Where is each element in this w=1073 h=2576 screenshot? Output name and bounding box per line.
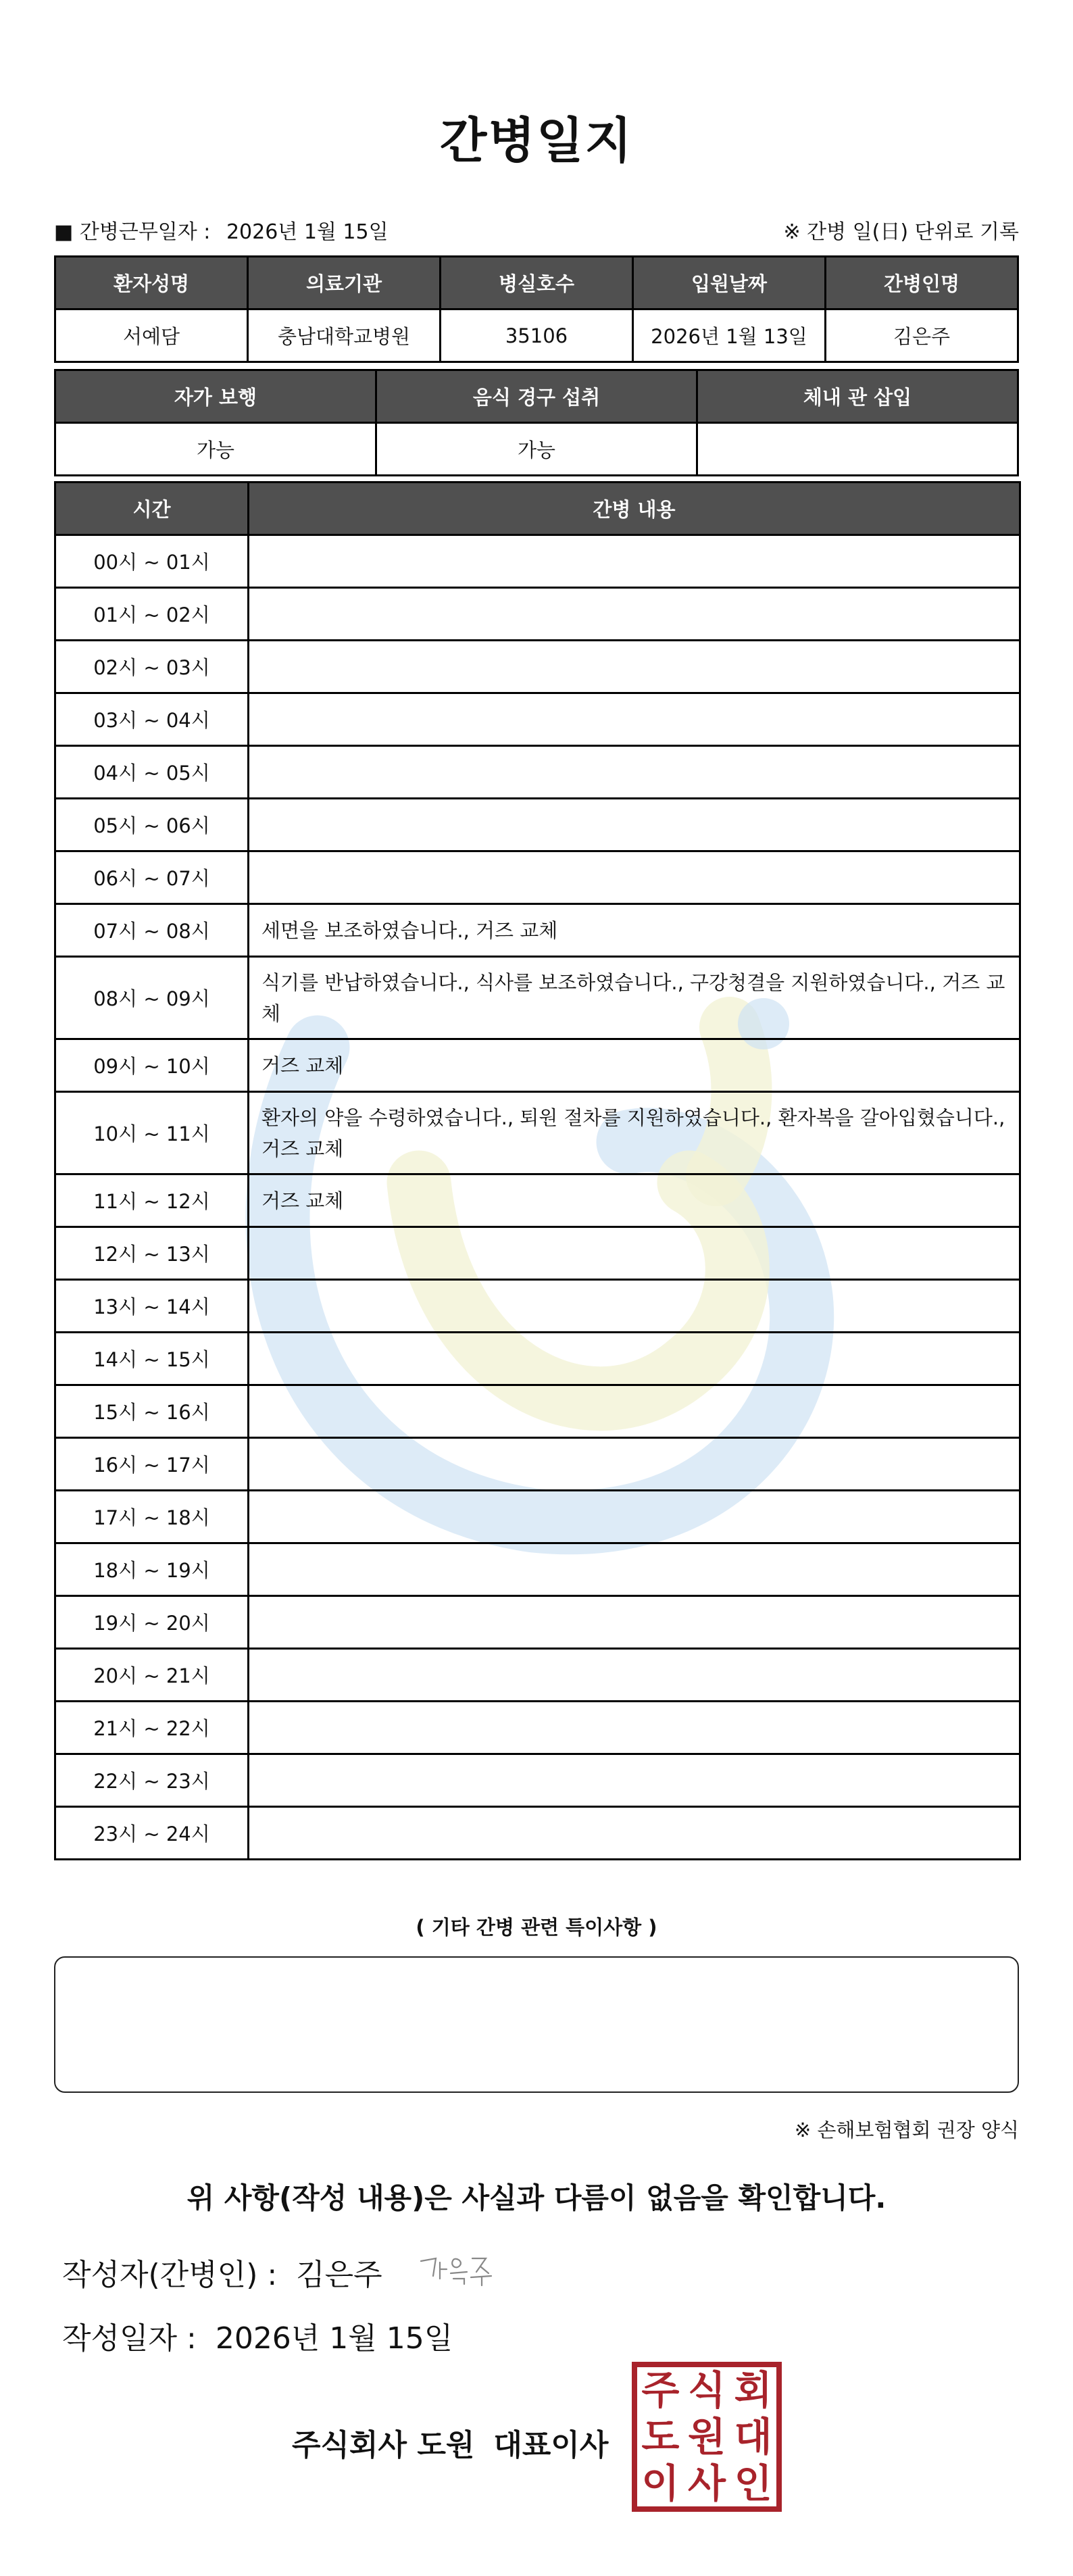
log-time-cell: 01시 ~ 02시 — [55, 588, 249, 641]
header-tube-insertion: 체내 관 삽입 — [697, 370, 1018, 423]
table-row — [55, 1543, 1020, 1596]
log-time-cell: 06시 ~ 07시 — [55, 851, 249, 904]
company-signature — [292, 2421, 608, 2464]
log-note-cell — [249, 1333, 1020, 1385]
company-seal — [632, 2362, 782, 2512]
log-note-cell — [249, 535, 1020, 588]
seal-character: 이 — [641, 2460, 680, 2506]
caregiver-name: 김은주 — [826, 309, 1018, 362]
log-time-cell: 21시 ~ 22시 — [55, 1702, 249, 1754]
log-note-cell — [249, 1227, 1020, 1280]
seal-character: 사 — [687, 2460, 726, 2506]
seal-character: 원 — [687, 2413, 726, 2460]
writer-label: 작성자(간병인) : — [62, 2258, 278, 2292]
header-self-walking: 자가 보행 — [55, 370, 376, 423]
table-row — [55, 1280, 1020, 1333]
log-note-cell — [249, 1702, 1020, 1754]
patient-info-table — [54, 255, 1019, 363]
log-time-cell: 02시 ~ 03시 — [55, 641, 249, 693]
log-time-cell: 22시 ~ 23시 — [55, 1754, 249, 1807]
log-note-cell — [249, 1649, 1020, 1702]
seal-character: 주 — [641, 2367, 680, 2414]
log-time-cell: 08시 ~ 09시 — [55, 957, 249, 1039]
log-time-cell: 11시 ~ 12시 — [55, 1174, 249, 1227]
seal-character: 도 — [641, 2413, 680, 2460]
table-row — [55, 1333, 1020, 1385]
ceo-label: 대표이사 — [493, 2428, 609, 2462]
header-care-content: 간병 내용 — [249, 482, 1020, 535]
log-time-cell: 07시 ~ 08시 — [55, 904, 249, 957]
table-row — [55, 1092, 1020, 1174]
work-date-label: ■ 간병근무일자 : — [54, 220, 211, 244]
table-row — [55, 1039, 1020, 1092]
log-time-cell: 15시 ~ 16시 — [55, 1385, 249, 1438]
log-time-cell: 10시 ~ 11시 — [55, 1092, 249, 1174]
seal-character: 회 — [734, 2367, 772, 2414]
self-walking-value: 가능 — [55, 423, 376, 476]
log-note-cell: 식기를 반납하였습니다., 식사를 보조하였습니다., 구강청결을 지원하였습니다., 거즈 교체 — [249, 957, 1020, 1039]
log-note-cell: 환자의 약을 수령하였습니다., 퇴원 절차를 지원하였습니다., 환자복을 갈아입혔습니다., 거즈 교체 — [249, 1092, 1020, 1174]
page-title: 간병일지 — [439, 112, 634, 169]
table-row — [55, 1596, 1020, 1649]
log-time-cell: 05시 ~ 06시 — [55, 799, 249, 851]
writer-line — [62, 2250, 382, 2294]
log-time-cell: 12시 ~ 13시 — [55, 1227, 249, 1280]
table-row — [55, 1227, 1020, 1280]
log-note-cell: 세면을 보조하였습니다., 거즈 교체 — [249, 904, 1020, 957]
log-time-cell: 17시 ~ 18시 — [55, 1491, 249, 1543]
table-row — [55, 957, 1020, 1039]
log-time-cell: 03시 ~ 04시 — [55, 693, 249, 746]
log-note-cell — [249, 641, 1020, 693]
log-note-cell — [249, 1491, 1020, 1543]
table-row — [55, 746, 1020, 799]
patient-condition-table — [54, 369, 1019, 476]
written-date-label: 작성일자 : — [62, 2321, 197, 2356]
header-hospital: 의료기관 — [248, 257, 441, 309]
header-time: 시간 — [55, 482, 249, 535]
table-row — [55, 904, 1020, 957]
log-note-cell — [249, 1438, 1020, 1491]
table-row — [55, 851, 1020, 904]
table-row — [55, 1385, 1020, 1438]
seal-character: 대 — [734, 2413, 772, 2460]
room-number: 35106 — [441, 309, 633, 362]
hospital: 충남대학교병원 — [248, 309, 441, 362]
patient-name: 서예담 — [55, 309, 248, 362]
oral-intake-value: 가능 — [376, 423, 697, 476]
special-notes-title: ( 기타 간병 관련 특이사항 ) — [416, 1916, 657, 1939]
table-row — [55, 1491, 1020, 1543]
seal-character: 식 — [687, 2367, 726, 2414]
log-note-cell — [249, 588, 1020, 641]
log-time-cell: 23시 ~ 24시 — [55, 1807, 249, 1860]
record-unit-note: ※ 간병 일(日) 단위로 기록 — [783, 220, 1019, 244]
confirmation-statement: 위 사항(작성 내용)은 사실과 다름이 없음을 확인합니다. — [186, 2181, 887, 2214]
table-row — [55, 1174, 1020, 1227]
header-caregiver-name: 간병인명 — [826, 257, 1018, 309]
table-row — [55, 1649, 1020, 1702]
header-room-number: 병실호수 — [441, 257, 633, 309]
log-note-cell — [249, 1807, 1020, 1860]
log-time-cell: 09시 ~ 10시 — [55, 1039, 249, 1092]
table-row — [55, 799, 1020, 851]
header-patient-name: 환자성명 — [55, 257, 248, 309]
log-time-cell: 18시 ~ 19시 — [55, 1543, 249, 1596]
special-notes-box — [54, 1956, 1019, 2093]
log-note-cell — [249, 1596, 1020, 1649]
log-note-cell — [249, 693, 1020, 746]
table-row — [55, 1702, 1020, 1754]
log-note-cell — [249, 746, 1020, 799]
header-oral-intake: 음식 경구 섭취 — [376, 370, 697, 423]
work-date-value: 2026년 1월 15일 — [226, 220, 389, 244]
log-time-cell: 00시 ~ 01시 — [55, 535, 249, 588]
company-name: 주식회사 도원 — [292, 2428, 475, 2462]
log-time-cell: 16시 ~ 17시 — [55, 1438, 249, 1491]
table-row — [55, 693, 1020, 746]
header-admission-date: 입원날짜 — [633, 257, 826, 309]
log-time-cell: 19시 ~ 20시 — [55, 1596, 249, 1649]
admission-date: 2026년 1월 13일 — [633, 309, 826, 362]
writer-name: 김은주 — [296, 2258, 382, 2292]
log-note-cell: 거즈 교체 — [249, 1174, 1020, 1227]
log-time-cell: 20시 ~ 21시 — [55, 1649, 249, 1702]
seal-character: 인 — [734, 2460, 772, 2506]
log-note-cell — [249, 1754, 1020, 1807]
recommendation-note: ※ 손해보험협회 권장 양식 — [794, 2119, 1019, 2141]
log-time-cell: 13시 ~ 14시 — [55, 1280, 249, 1333]
log-note-cell — [249, 799, 1020, 851]
log-time-cell: 04시 ~ 05시 — [55, 746, 249, 799]
table-row — [55, 641, 1020, 693]
log-note-cell — [249, 1280, 1020, 1333]
log-time-cell: 14시 ~ 15시 — [55, 1333, 249, 1385]
log-note-cell — [249, 1543, 1020, 1596]
table-row — [55, 1754, 1020, 1807]
log-note-cell — [249, 851, 1020, 904]
table-row — [55, 588, 1020, 641]
table-row — [55, 1438, 1020, 1491]
tube-insertion-value — [697, 423, 1018, 476]
care-log-table — [54, 481, 1021, 1860]
log-note-cell — [249, 1385, 1020, 1438]
written-date-value: 2026년 1월 15일 — [215, 2321, 453, 2356]
table-row — [55, 535, 1020, 588]
table-row — [55, 1807, 1020, 1860]
written-date-line — [62, 2314, 453, 2357]
handwritten-signature — [416, 2249, 503, 2289]
work-date — [54, 215, 389, 245]
log-note-cell: 거즈 교체 — [249, 1039, 1020, 1092]
